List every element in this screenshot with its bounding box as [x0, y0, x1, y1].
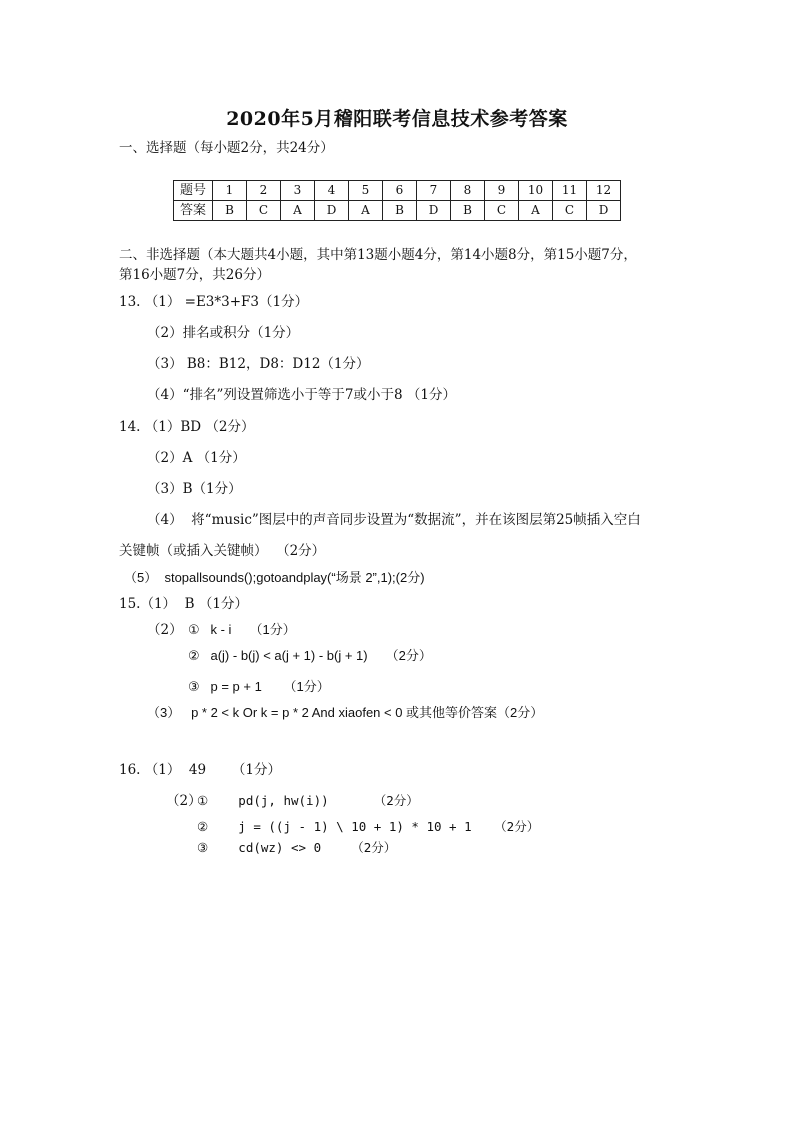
q13-answer-4: （4）“排名”列设置筛选小于等于7或小于8 （1分） — [147, 387, 456, 403]
answer-cell: D — [417, 201, 451, 221]
q13-answer-1: 13. （1） =E3*3+F3（1分） — [119, 294, 309, 310]
answer-cell: A — [519, 201, 553, 221]
page-title: 2020年5月稽阳联考信息技术参考答案 — [226, 108, 568, 130]
answer-cell: C — [485, 201, 519, 221]
section2-heading-line2: 第16小题7分，共26分） — [119, 267, 270, 283]
answer-cell: A — [281, 201, 315, 221]
answer-cell: B — [213, 201, 247, 221]
answer-cell: D — [315, 201, 349, 221]
question-number-cell: 7 — [417, 181, 451, 201]
question-number-cell: 2 — [247, 181, 281, 201]
q15-answer-2-blank-2: ② a(j) - b(j) < a(j + 1) - b(j + 1) （2分） — [188, 648, 432, 663]
q15-answer-2-label: （2） — [147, 622, 183, 638]
q16-answer-2-blank-3: ③ cd(wz) <> 0 （2分） — [197, 840, 397, 855]
question-number-cell: 12 — [587, 181, 621, 201]
question-number-cell: 10 — [519, 181, 553, 201]
question-number-cell: 8 — [451, 181, 485, 201]
answer-cell: A — [349, 201, 383, 221]
answer-cell: C — [247, 201, 281, 221]
table-row-answers — [174, 201, 621, 221]
section1-heading: 一、选择题（每小题2分，共24分） — [119, 140, 334, 156]
q15-answer-1: 15.（1） B （1分） — [119, 596, 248, 612]
q14-answer-3: （3）B（1分） — [147, 481, 242, 497]
q14-answer-4-line2: 关键帧（或插入关键帧） （2分） — [119, 543, 326, 559]
table-row-numbers — [174, 181, 621, 201]
answer-table — [173, 180, 621, 221]
section2-heading-line1: 二、非选择题（本大题共4小题，其中第13题小题4分，第14小题8分，第15小题7分， — [119, 247, 637, 263]
q16-answer-1: 16. （1） 49 （1分） — [119, 762, 281, 778]
question-number-cell: 3 — [281, 181, 315, 201]
question-number-cell: 1 — [213, 181, 247, 201]
row-label-answer: 答案 — [174, 201, 213, 221]
q16-answer-2-blank-1: ① pd(j, hw(i)) （2分） — [197, 793, 419, 808]
answer-cell: D — [587, 201, 621, 221]
q13-answer-3: （3） B8：B12，D8：D12（1分） — [147, 356, 370, 372]
question-number-cell: 6 — [383, 181, 417, 201]
q15-answer-2-blank-1: ① k - i （1分） — [188, 622, 296, 637]
q13-answer-2: （2）排名或积分（1分） — [147, 325, 300, 341]
question-number-cell: 11 — [553, 181, 587, 201]
question-number-cell: 9 — [485, 181, 519, 201]
answer-cell: B — [383, 201, 417, 221]
q14-answer-4-line1: （4） 将“music”图层中的声音同步设置为“数据流”，并在该图层第25帧插入空白 — [147, 512, 641, 528]
question-number-cell: 4 — [315, 181, 349, 201]
q16-answer-2-label: （2） — [166, 793, 202, 809]
row-label-number: 题号 — [174, 181, 213, 201]
q16-answer-2-blank-2: ② j = ((j - 1) \ 10 + 1) * 10 + 1 （2分） — [197, 819, 540, 834]
q14-answer-1: 14. （1）BD （2分） — [119, 419, 255, 435]
answer-cell: C — [553, 201, 587, 221]
answer-cell: B — [451, 201, 485, 221]
question-number-cell: 5 — [349, 181, 383, 201]
q15-answer-3: （3） p * 2 < k Or k = p * 2 And xiaofen < 0 或其他等价答案（2分） — [147, 705, 544, 720]
q14-answer-5: （5） stopallsounds();gotoandplay(“场景 2”,1);(2分) — [124, 570, 425, 585]
q14-answer-2: （2）A （1分） — [147, 450, 246, 466]
q15-answer-2-blank-3: ③ p = p + 1 （1分） — [188, 679, 330, 694]
